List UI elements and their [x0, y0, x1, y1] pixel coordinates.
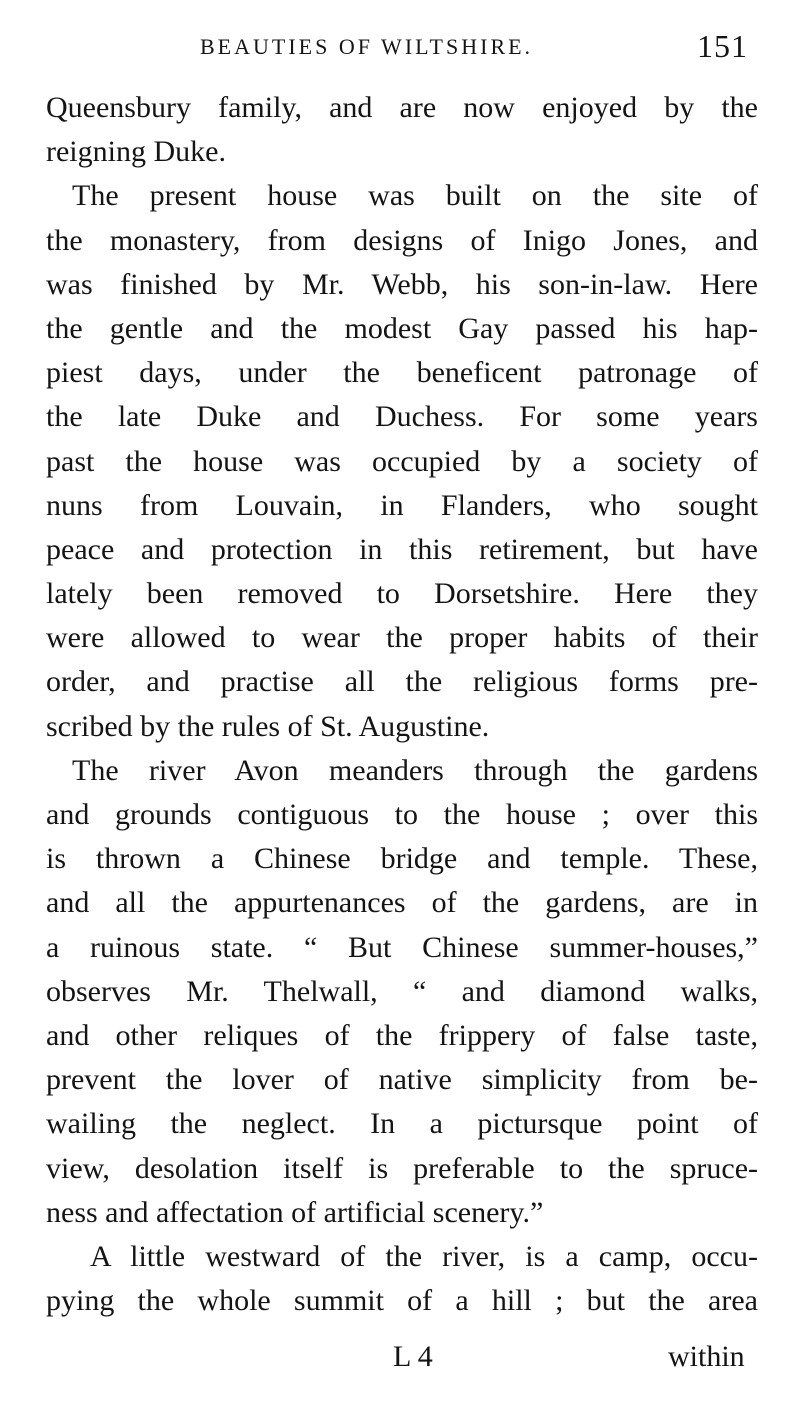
text-line: observes Mr. Thelwall, “ and diamond walks, — [46, 974, 758, 1008]
running-head — [0, 28, 800, 72]
text-line: is thrown a Chinese bridge and temple. These, — [46, 842, 758, 876]
text-line: The river Avon meanders through the gardens — [72, 753, 758, 787]
text-line: a ruinous state. “ But Chinese summer-houses,” — [46, 930, 758, 964]
text-line: the late Duke and Duchess. For some years — [46, 400, 758, 434]
paragraph — [46, 174, 758, 748]
text-line: were allowed to wear the proper habits of their — [46, 621, 758, 655]
paragraph — [46, 86, 758, 174]
text-line: past the house was occupied by a society of — [46, 444, 758, 478]
text-line: order, and practise all the religious forms pre- — [46, 665, 758, 699]
text-line: reigning Duke. — [46, 135, 226, 169]
catchword: within — [668, 1340, 745, 1373]
page-footer — [0, 1340, 800, 1390]
paragraph — [46, 749, 758, 1235]
text-line: and other reliques of the frippery of false taste, — [46, 1018, 758, 1052]
text-line: was finished by Mr. Webb, his son-in-law. Here — [46, 267, 758, 301]
text-line: Queensbury family, and are now enjoyed by the — [46, 91, 758, 124]
text-line: The present house was built on the site of — [72, 179, 758, 213]
text-line: nuns from Louvain, in Flanders, who sought — [46, 488, 758, 522]
signature-mark: L 4 — [393, 1340, 433, 1373]
text-line: and grounds contiguous to the house ; over this — [46, 798, 758, 831]
text-line: and all the appurtenances of the gardens, are in — [46, 886, 758, 920]
page-number: 151 — [697, 28, 748, 64]
paragraph — [46, 1235, 758, 1323]
text-line: ness and affectation of artificial scenery.” — [46, 1195, 544, 1229]
text-line: prevent the lover of native simplicity from be- — [46, 1063, 758, 1097]
body-text — [46, 86, 758, 1323]
running-title: BEAUTIES OF WILTSHIRE. — [200, 34, 534, 59]
text-line: peace and protection in this retirement, but have — [46, 532, 758, 566]
text-line: pying the whole summit of a hill ; but the area — [46, 1284, 758, 1318]
text-line: the monastery, from designs of Inigo Jones, and — [46, 223, 758, 257]
text-line: view, desolation itself is preferable to the spruce- — [46, 1151, 758, 1185]
text-line: lately been removed to Dorsetshire. Here they — [46, 577, 758, 611]
text-line: piest days, under the beneficent patronage of — [46, 356, 758, 390]
text-line: the gentle and the modest Gay passed his hap- — [46, 311, 758, 345]
text-line: wailing the neglect. In a pictursque point of — [46, 1107, 758, 1141]
text-line: scribed by the rules of St. Augustine. — [46, 709, 490, 743]
text-line: A little westward of the river, is a camp, occu- — [90, 1239, 758, 1273]
